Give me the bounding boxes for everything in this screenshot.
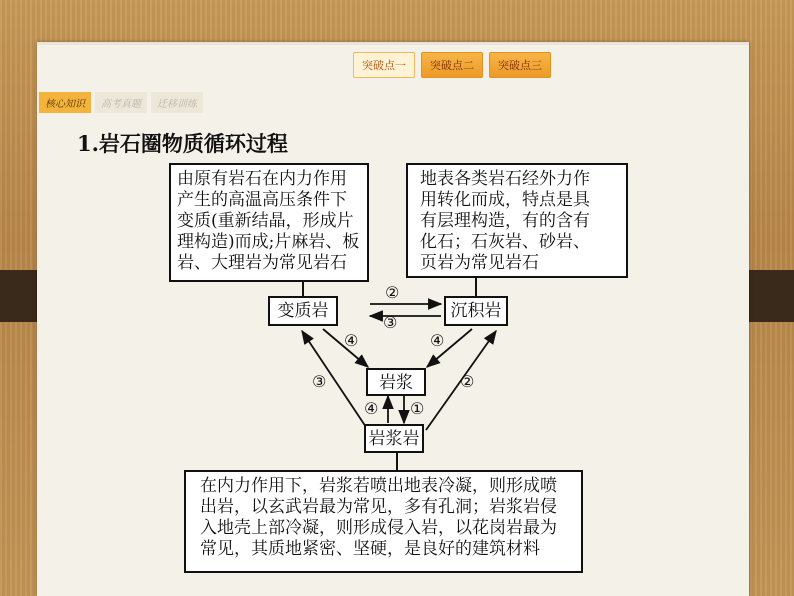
igneous-desc-line: 入地壳上部冷凝，则形成侵入岩，以花岗岩最为 [200,518,557,538]
section-title: 1.岩石圈物质循环过程 [77,131,288,156]
label-metamorphic-to-magma: ④ [344,331,359,350]
metamorphic-desc-line: 由原有岩石在内力作用 [177,169,347,189]
label-sedimentary-to-magma: ④ [430,331,445,350]
nav-exam-questions[interactable]: 高考真题 [95,92,147,113]
tab-breakthrough-1[interactable]: 突破点一 [353,52,415,78]
sedimentary-desc-line: 化石；石灰岩、砂岩、 [420,232,590,252]
nav-core-knowledge[interactable]: 核心知识 [39,92,91,113]
tab-breakthrough-2[interactable]: 突破点二 [421,52,483,78]
node-metamorphic-rock: 变质岩 [268,296,338,326]
label-metamorphic-to-sedimentary: ② [385,283,400,302]
igneous-desc-line: 出岩，以玄武岩最为常见，多有孔洞；岩浆岩侵 [200,497,557,517]
nav-transfer-training[interactable]: 迁移训练 [151,92,203,113]
label-sedimentary-to-metamorphic: ③ [383,313,398,332]
sedimentary-desc-line: 页岩为常见岩石 [420,253,539,273]
metamorphic-desc-line: 产生的高温高压条件下 [177,190,347,210]
igneous-desc-line: 在内力作用下，岩浆若喷出地表冷凝，则形成喷 [200,476,557,496]
node-magma: 岩浆 [366,368,426,396]
igneous-desc-line: 常见，其质地紧密、坚硬，是良好的建筑材料 [200,539,540,559]
metamorphic-desc-line: 变质(重新结晶，形成片 [177,211,354,231]
label-magma-to-igneous: ① [410,399,425,418]
sedimentary-desc-line: 地表各类岩石经外力作 [420,169,590,189]
node-igneous-rock: 岩浆岩 [364,424,424,453]
igneous-description-box [184,470,583,573]
sedimentary-description-box [406,163,628,278]
label-igneous-to-sedimentary: ② [460,372,475,391]
metamorphic-desc-line: 岩、大理岩为常见岩石 [177,253,347,273]
label-igneous-to-metamorphic: ③ [312,372,327,391]
node-sedimentary-rock: 沉积岩 [444,296,508,326]
label-igneous-to-magma: ④ [364,399,379,418]
sedimentary-desc-line: 有层理构造，有的含有 [420,211,590,231]
tab-breakthrough-3[interactable]: 突破点三 [489,52,551,78]
metamorphic-description-box [169,163,369,282]
metamorphic-desc-line: 理构造)而成;片麻岩、板 [177,232,360,252]
sedimentary-desc-line: 用转化而成，特点是具 [420,190,590,210]
